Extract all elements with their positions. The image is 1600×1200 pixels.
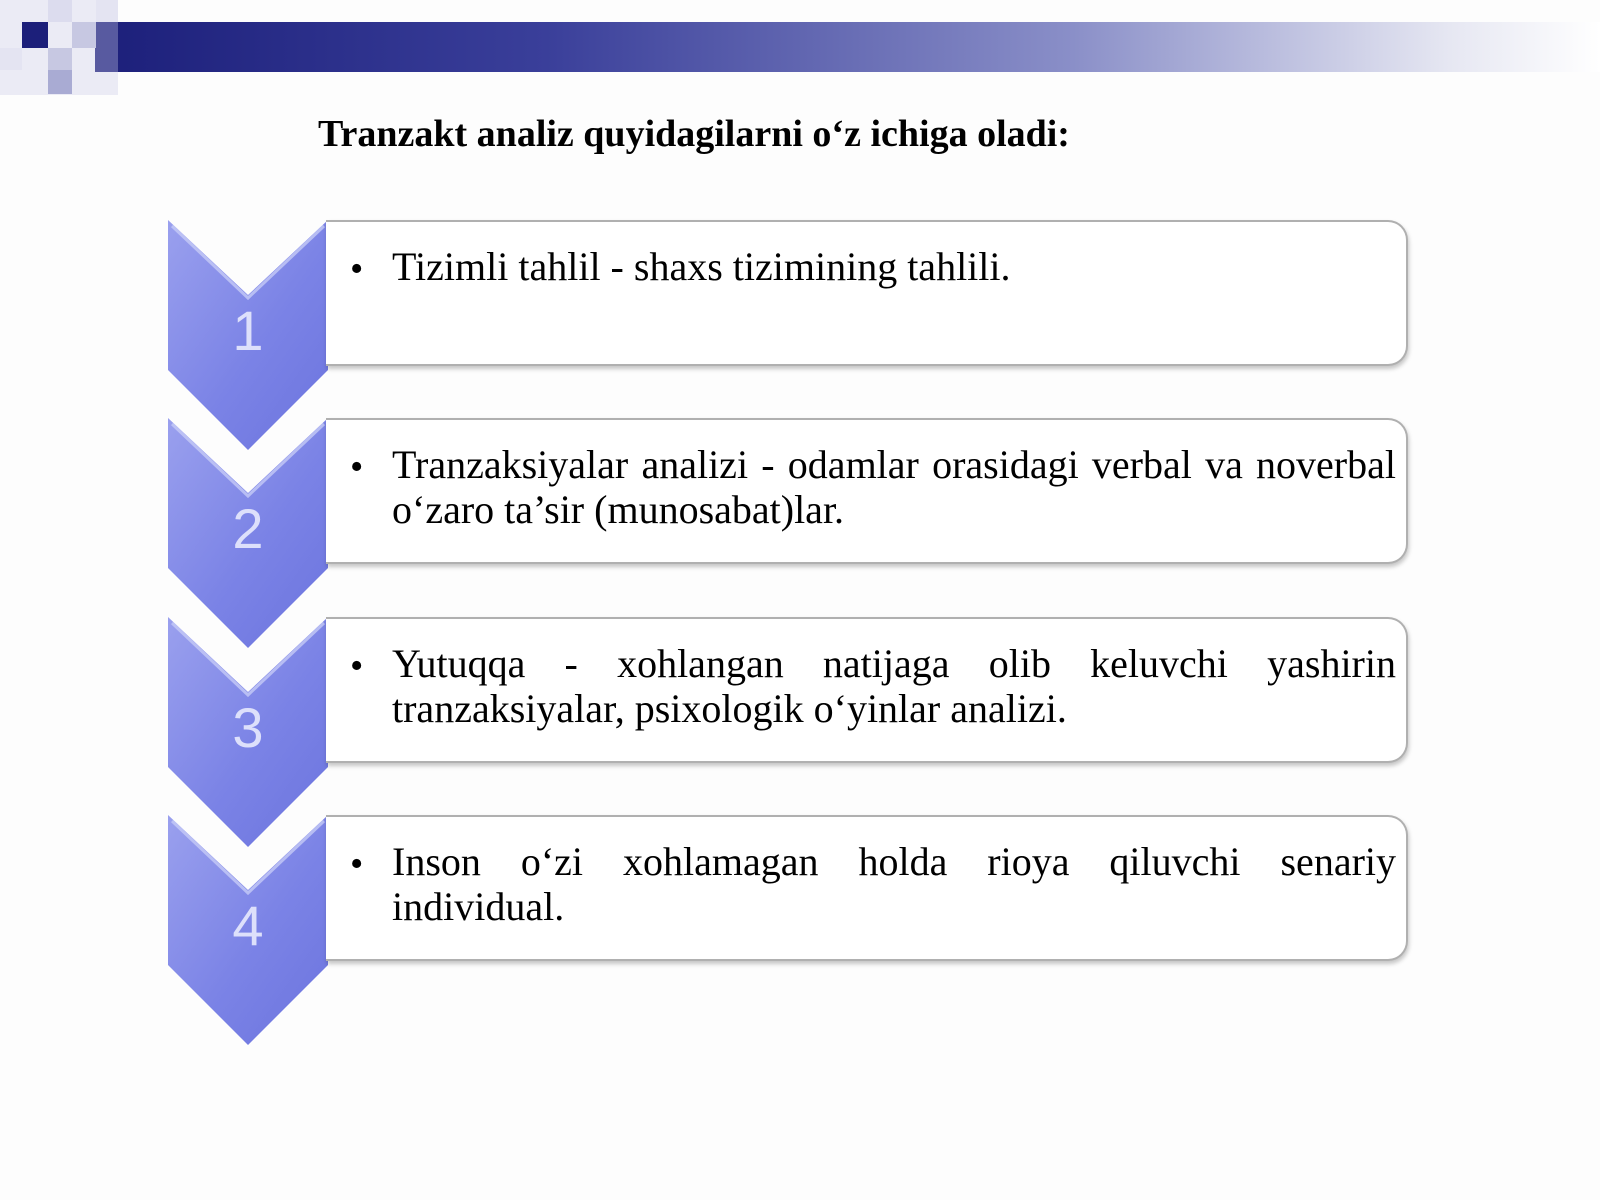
chevron-shape [168, 418, 328, 648]
bullet-icon: • [350, 248, 364, 290]
slide-title: Tranzakt analiz quyidagilarni o‘z ichiga oladi: [318, 113, 1070, 155]
step-text: Yutuqqa - xohlangan natijaga olib keluvchi yashirin tranzaksiyalar, psixologik o‘yinlar analizi. [392, 641, 1396, 731]
step-number: 4 [232, 894, 264, 957]
step-text: Tranzaksiyalar analizi - odamlar orasidagi verbal va noverbal o‘zaro ta’sir (munosabat)lar. [392, 442, 1396, 532]
chevron-shape [168, 815, 328, 1045]
step-text-box [326, 815, 1408, 961]
step-text-box [326, 617, 1408, 763]
step-text-box [326, 418, 1408, 564]
bullet-icon: • [350, 843, 364, 885]
step-2 [0, 418, 1600, 648]
step-number: 2 [232, 497, 264, 560]
chevron-shape [168, 220, 328, 450]
bullet-icon: • [350, 446, 364, 488]
step-text: Inson o‘zi xohlamagan holda rioya qiluvchi senariy individual. [392, 839, 1396, 929]
step-text-box [326, 220, 1408, 366]
header-bar [95, 22, 1600, 72]
chevron-shape [168, 617, 328, 847]
step-number: 1 [232, 299, 264, 362]
bullet-icon: • [350, 645, 364, 687]
step-text: Tizimli tahlil - shaxs tizimining tahlili. [392, 244, 1011, 289]
step-number: 3 [232, 696, 264, 759]
step-3 [0, 617, 1600, 847]
step-4 [0, 815, 1600, 1045]
step-1 [0, 220, 1600, 450]
